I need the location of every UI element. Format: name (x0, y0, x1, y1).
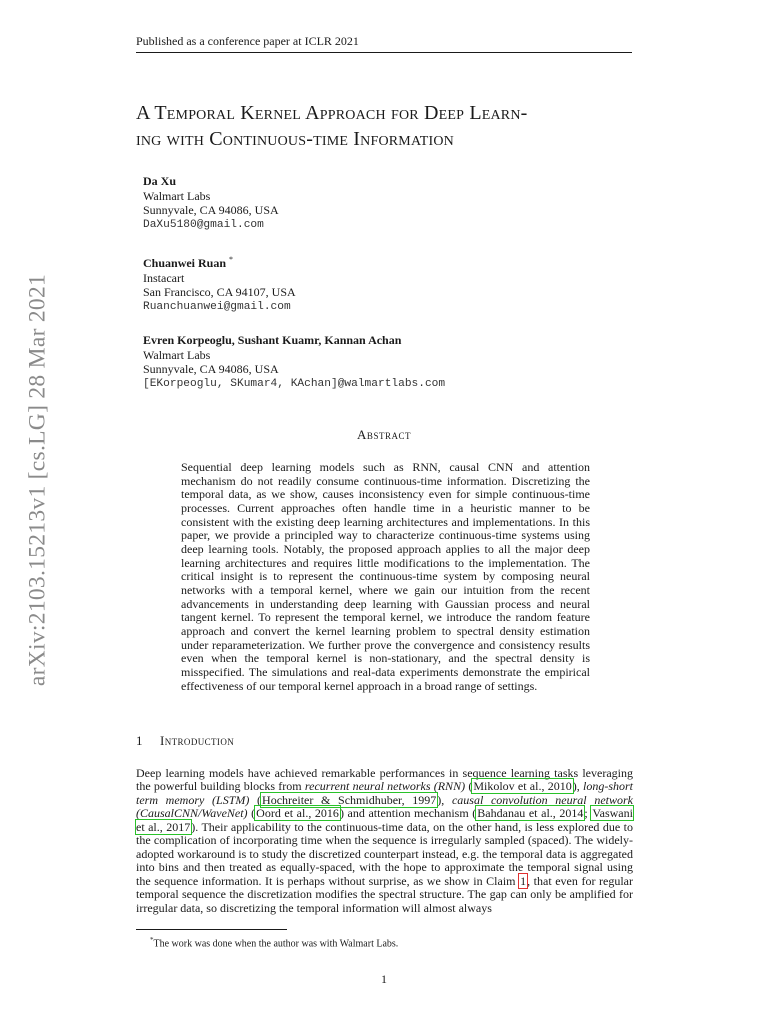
arxiv-identifier[interactable]: arXiv:2103.15213v1 [cs.LG] 28 Mar 2021 (24, 273, 51, 687)
author-address: Sunnyvale, CA 94086, USA (143, 203, 279, 217)
footnote-mark: * (150, 936, 154, 944)
footnote-marker[interactable]: * (229, 255, 234, 264)
intro-text: ; (584, 806, 592, 821)
author-email[interactable]: Ruanchuanwei@gmail.com (143, 300, 291, 313)
term-causalcnn: causal convolution neural network (CausalCNN/WaveNet) (136, 792, 633, 821)
author-affiliation: Walmart Labs (143, 188, 211, 203)
claim-link[interactable]: 1 (520, 873, 527, 888)
intro-text: ) and attention mechanism ( (339, 806, 477, 821)
citation-link[interactable]: Oord et al., 2016 (256, 806, 339, 821)
term-lstm: long-short term memory (LSTM) (136, 779, 633, 807)
author-block-2 (143, 253, 296, 314)
paper-title (136, 100, 641, 152)
intro-paragraph (136, 767, 633, 915)
author-block-3 (143, 333, 445, 391)
citation-link[interactable]: Bahdanau et al., 2014 (477, 806, 584, 821)
author-affiliation: Instacart (143, 270, 185, 285)
author-email[interactable]: [EKorpeoglu, SKumar4, KAchan]@walmartlabs.com (143, 377, 446, 390)
author-email[interactable]: DaXu5180@gmail.com (143, 218, 264, 231)
author-affiliation: Walmart Labs (143, 347, 211, 362)
section-heading (136, 733, 234, 749)
page-number: 1 (381, 972, 387, 986)
author-address: San Francisco, CA 94107, USA (143, 285, 296, 299)
abstract-text: Sequential deep learning models such as RNN, causal CNN and attention mechanism do not readily consume continuous-time information. Discretizing the temporal data, as we show, causes inconsistency even for simple continuous-time processes. Current approaches often handle time in a heuristic manner to be consistent with the existing deep learning architectures and implementations. In this paper, we provide a principled way to characterize continuous-time systems using deep learning tools. Notably, the proposed approach applies to all the major deep learning architectures and requires little modifications to the implementation. The critical insight is to represent the continuous-time system by composing neural networks with a temporal kernel, where we gain our intuition from the recent advancements in understanding deep learning with Gaussian process and neural tangent kernel. To represent the temporal kernel, we introduce the random feature approach and convert the kernel learning problem to spectral density estimation under reparameterization. We further prove the convergence and consistency results even when the temporal kernel is non-stationary, and the spectral density is misspecified. The simulations and real-data experiments demonstrate the empirical effectiveness of our temporal kernel approach in a broad range of settings. (181, 460, 590, 693)
title-line-2: ing with Continuous-time Information (136, 128, 454, 150)
title-line-1: A Temporal Kernel Approach for Deep Learn- (136, 102, 528, 124)
footnote-text: The work was done when the author was with Walmart Labs. (153, 938, 399, 950)
author-name: Evren Korpeoglu, Sushant Kuamr, Kannan Achan (143, 333, 402, 347)
intro-text: ). Their applicability to the continuous-time data, on the other hand, is less explored due to the complication of incorporating time when the sequence is irregularly sampled (spaced). The widely-adopted workaround is to study the discretized counterpart instead, e.g. the temporal data is aggregated into bins and then treated as equally-spaced, with the hope to approximate the temporal signal using the sequence information. It is perhaps without surprise, as we show in Claim (136, 819, 633, 888)
citation-link[interactable]: Hochreiter & Schmidhuber, 1997 (262, 792, 437, 807)
term-rnn: recurrent neural networks (RNN) (304, 779, 466, 794)
footnote-divider (136, 929, 287, 930)
intro-text: ( (465, 779, 473, 794)
author-block-1 (143, 174, 279, 232)
intro-text: , that even for regular temporal sequence the discretization modifies the spectral structure. The gap can only be amplified for irregular data, so discretizing the temporal information will almost always (136, 873, 633, 915)
citation-link[interactable]: Vaswani et al., 2017 (136, 806, 633, 834)
citation-link[interactable]: Mikolov et al., 2010 (473, 779, 572, 794)
intro-text: ( (247, 806, 256, 821)
abstract-heading: Abstract (357, 427, 411, 442)
intro-text: Deep learning models have achieved remarkable performances in sequence learning tasks leveraging the powerful building blocks from (136, 766, 633, 794)
intro-text: ), (572, 779, 583, 794)
author-name: Da Xu (143, 174, 177, 188)
author-address: Sunnyvale, CA 94086, USA (143, 362, 279, 376)
running-header: Published as a conference paper at ICLR 2021 (136, 34, 632, 53)
section-title: Introduction (160, 733, 235, 748)
footnote (150, 934, 398, 950)
intro-text: ( (249, 792, 262, 807)
section-number: 1 (136, 733, 143, 748)
intro-text: ), (437, 792, 452, 807)
author-name: Chuanwei Ruan (143, 256, 227, 270)
